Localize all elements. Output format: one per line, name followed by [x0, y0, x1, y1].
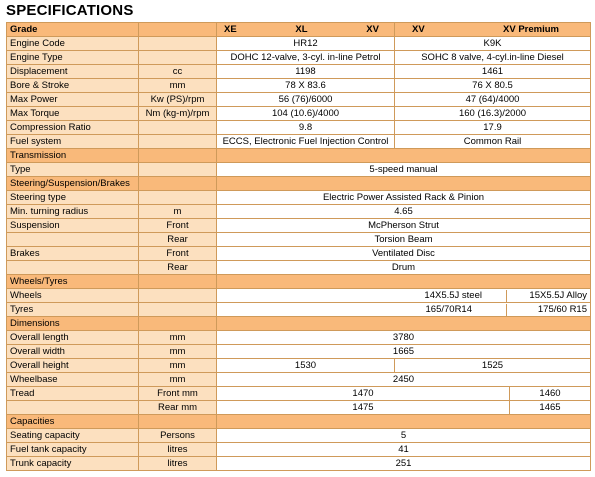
table-row — [7, 359, 591, 373]
petrol-value: 1198 — [217, 65, 395, 79]
diesel-value: 47 (64)/4000 — [395, 93, 591, 107]
table-row — [7, 65, 591, 79]
row-label: Brakes — [7, 247, 139, 261]
table-row — [7, 121, 591, 135]
row-unit — [139, 37, 217, 51]
table-row — [7, 233, 591, 247]
row-value: 41 — [217, 443, 591, 457]
row-value: 4.65 — [217, 205, 591, 219]
table-row — [7, 457, 591, 471]
row-unit: Rear — [139, 261, 217, 275]
section-header-wheels — [7, 275, 591, 289]
row-unit: mm — [139, 359, 217, 373]
petrol-grades-header — [217, 23, 395, 37]
wheels-values — [217, 289, 591, 303]
row-unit: mm — [139, 373, 217, 387]
row-value: Ventilated Disc — [217, 247, 591, 261]
petrol-value: 78 X 83.6 — [217, 79, 395, 93]
row-unit: Front — [139, 247, 217, 261]
row-unit: Front mm — [139, 387, 217, 401]
row-unit: Persons — [139, 429, 217, 443]
row-unit: litres — [139, 457, 217, 471]
table-row — [7, 51, 591, 65]
row-value: 3780 — [217, 331, 591, 345]
row-unit — [139, 303, 217, 317]
row-unit: Rear mm — [139, 401, 217, 415]
tyres-values — [217, 303, 591, 317]
section-header-steering — [7, 177, 591, 191]
section-header-capacities — [7, 415, 591, 429]
table-row — [7, 37, 591, 51]
section-title: Wheels/Tyres — [7, 275, 139, 289]
row-label: Overall length — [7, 331, 139, 345]
row-unit: m — [139, 205, 217, 219]
row-unit: mm — [139, 79, 217, 93]
grade-xv-diesel: XV — [412, 23, 425, 35]
height-value-b: 1525 — [395, 359, 591, 373]
table-row — [7, 163, 591, 177]
row-unit: mm — [139, 345, 217, 359]
diesel-value: 76 X 80.5 — [395, 79, 591, 93]
grade-xl: XL — [295, 23, 308, 35]
unit-header — [139, 23, 217, 37]
row-value: Torsion Beam — [217, 233, 591, 247]
row-value: 2450 — [217, 373, 591, 387]
diesel-value: SOHC 8 valve, 4-cyl.in-line Diesel — [395, 51, 591, 65]
petrol-value: 104 (10.6)/4000 — [217, 107, 395, 121]
row-unit: cc — [139, 65, 217, 79]
row-unit: Rear — [139, 233, 217, 247]
tyres-value-a: 165/70R14 — [425, 303, 472, 315]
row-value: 251 — [217, 457, 591, 471]
table-row — [7, 261, 591, 275]
petrol-value: HR12 — [217, 37, 395, 51]
row-unit: Front — [139, 219, 217, 233]
row-value: 5-speed manual — [217, 163, 591, 177]
grade-header: Grade — [7, 23, 139, 37]
row-unit — [139, 191, 217, 205]
table-row — [7, 107, 591, 121]
row-label: Fuel system — [7, 135, 139, 149]
row-label: Steering type — [7, 191, 139, 205]
section-title: Capacities — [7, 415, 139, 429]
row-label: Overall height — [7, 359, 139, 373]
table-row — [7, 373, 591, 387]
grade-xv-petrol: XV — [366, 23, 379, 35]
table-row — [7, 303, 591, 317]
tread-front-value-a: 1470 — [217, 387, 510, 401]
table-row — [7, 429, 591, 443]
row-label — [7, 401, 139, 415]
row-label: Fuel tank capacity — [7, 443, 139, 457]
row-label: Suspension — [7, 219, 139, 233]
row-label: Tread — [7, 387, 139, 401]
wheels-value-steel: 14X5.5J steel — [424, 289, 482, 301]
row-unit — [139, 121, 217, 135]
row-label: Wheels — [7, 289, 139, 303]
row-label — [7, 261, 139, 275]
section-title: Transmission — [7, 149, 139, 163]
table-row — [7, 219, 591, 233]
table-row — [7, 191, 591, 205]
table-row — [7, 93, 591, 107]
diesel-value: 17.9 — [395, 121, 591, 135]
table-row — [7, 205, 591, 219]
section-title: Steering/Suspension/Brakes — [7, 177, 139, 191]
table-row — [7, 331, 591, 345]
table-row — [7, 443, 591, 457]
row-unit — [139, 289, 217, 303]
table-row — [7, 387, 591, 401]
row-label: Engine Code — [7, 37, 139, 51]
table-row — [7, 135, 591, 149]
wheels-value-alloy: 15X5.5J Alloy — [506, 290, 590, 302]
section-title: Dimensions — [7, 317, 139, 331]
row-unit — [139, 135, 217, 149]
grade-xe: XE — [224, 23, 237, 35]
row-unit — [139, 163, 217, 177]
table-row — [7, 247, 591, 261]
section-header-transmission — [7, 149, 591, 163]
row-label: Compression Ratio — [7, 121, 139, 135]
diesel-value: 160 (16.3)/2000 — [395, 107, 591, 121]
petrol-value: ECCS, Electronic Fuel Injection Control — [217, 135, 395, 149]
grade-xv-premium: XV Premium — [503, 23, 559, 35]
row-label: Engine Type — [7, 51, 139, 65]
tread-front-value-b: 1460 — [510, 387, 591, 401]
row-unit: Kw (PS)/rpm — [139, 93, 217, 107]
section-header-dimensions — [7, 317, 591, 331]
row-label: Overall width — [7, 345, 139, 359]
row-label: Bore & Stroke — [7, 79, 139, 93]
petrol-value: 9.8 — [217, 121, 395, 135]
row-value: McPherson Strut — [217, 219, 591, 233]
row-unit: Nm (kg-m)/rpm — [139, 107, 217, 121]
row-label: Max Torque — [7, 107, 139, 121]
page-title: SPECIFICATIONS — [6, 2, 134, 19]
height-value-a: 1530 — [217, 359, 395, 373]
table-row — [7, 401, 591, 415]
row-value: Drum — [217, 261, 591, 275]
row-label: Seating capacity — [7, 429, 139, 443]
petrol-value: 56 (76)/6000 — [217, 93, 395, 107]
row-unit: litres — [139, 443, 217, 457]
row-unit: mm — [139, 331, 217, 345]
row-label — [7, 233, 139, 247]
row-label: Type — [7, 163, 139, 177]
header-row — [7, 23, 591, 37]
table-row — [7, 289, 591, 303]
diesel-grades-header — [395, 23, 591, 37]
specifications-table — [6, 22, 591, 471]
table-row — [7, 79, 591, 93]
row-value: Electric Power Assisted Rack & Pinion — [217, 191, 591, 205]
row-label: Trunk capacity — [7, 457, 139, 471]
row-unit — [139, 51, 217, 65]
row-label: Displacement — [7, 65, 139, 79]
tread-rear-value-a: 1475 — [217, 401, 510, 415]
diesel-value: K9K — [395, 37, 591, 51]
row-label: Tyres — [7, 303, 139, 317]
row-value: 5 — [217, 429, 591, 443]
row-label: Max Power — [7, 93, 139, 107]
tyres-value-b: 175/60 R15 — [506, 304, 590, 316]
row-label: Wheelbase — [7, 373, 139, 387]
petrol-value: DOHC 12-valve, 3-cyl. in-line Petrol — [217, 51, 395, 65]
diesel-value: Common Rail — [395, 135, 591, 149]
row-value: 1665 — [217, 345, 591, 359]
diesel-value: 1461 — [395, 65, 591, 79]
tread-rear-value-b: 1465 — [510, 401, 591, 415]
row-label: Min. turning radius — [7, 205, 139, 219]
table-row — [7, 345, 591, 359]
